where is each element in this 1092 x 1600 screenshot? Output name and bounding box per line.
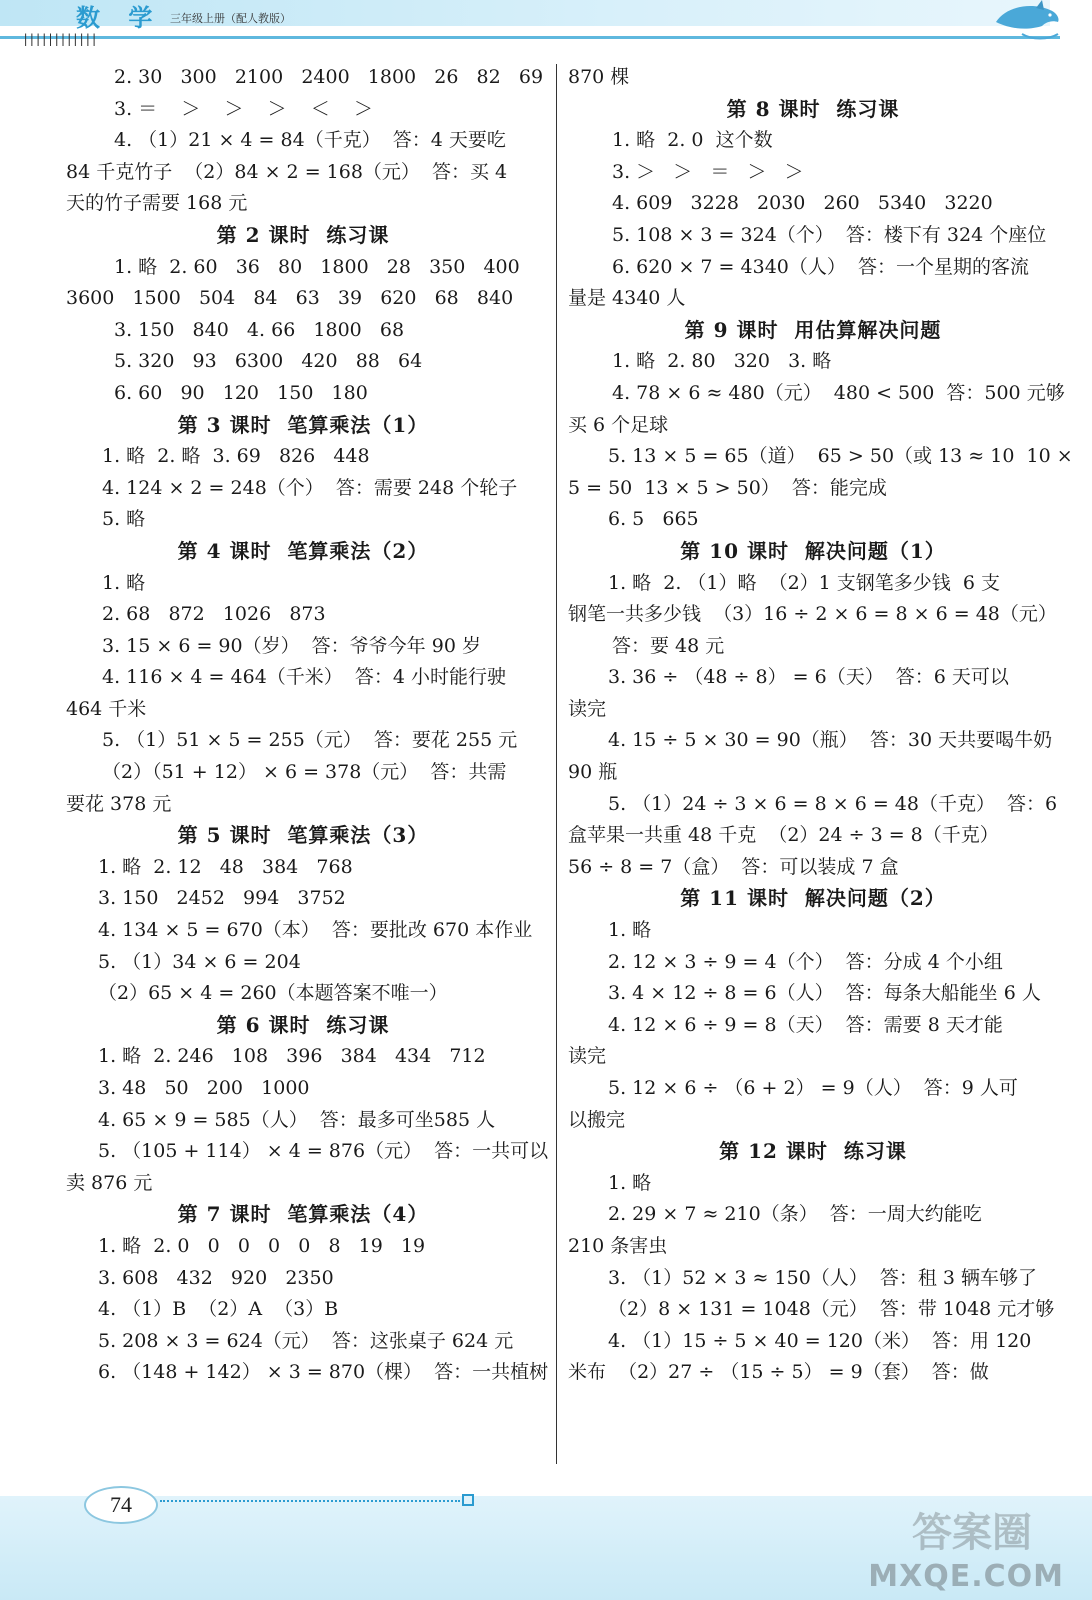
answer-line: 6. 5 665 <box>608 508 699 531</box>
answer-line: 1. 略 2. 80 320 3. 略 <box>612 350 832 373</box>
answer-line: 1. 略 <box>608 919 652 942</box>
watermark-text: MXQE.COM <box>868 1559 1064 1594</box>
answer-line: 1. 略 2. （1）略 （2）1 支钢笔多少钱 6 支 <box>608 571 1001 594</box>
barcode-decoration: |||||||||||| <box>22 32 97 46</box>
answer-line: 4. 65 × 9 = 585（人） 答：最多可坐585 人 <box>98 1108 496 1131</box>
answer-line: 买 6 个足球 <box>568 413 669 436</box>
answer-line: 读完 <box>568 697 607 720</box>
answer-line: 1. 略 2. 60 36 80 1800 28 350 400 <box>114 255 520 278</box>
answer-line: 84 千克竹子 （2）84 × 2 = 168（元） 答：买 4 <box>66 160 508 183</box>
answer-line: 读完 <box>568 1045 607 1068</box>
answer-line: 6. 620 × 7 = 4340（人） 答：一个星期的客流 <box>612 255 1029 278</box>
answer-line: 6. （148 + 142） × 3 = 870（棵） 答：一共植树 <box>98 1361 549 1384</box>
dolphin-icon <box>992 0 1062 44</box>
answer-line: 4. 78 × 6 ≈ 480（元） 480 < 500 答：500 元够 <box>612 381 1065 404</box>
answer-line: 1. 略 <box>608 1171 652 1194</box>
answer-line: 4. 15 ÷ 5 × 30 = 90（瓶） 答：30 天共要喝牛奶 <box>608 729 1053 752</box>
answer-line: 5. 13 × 5 = 65（道） 65 > 50（或 13 ≈ 10 10 × <box>608 445 1073 468</box>
answer-line: 210 条害虫 <box>568 1234 668 1257</box>
answer-line: 4. 116 × 4 = 464（千米） 答：4 小时能行驶 <box>102 666 506 689</box>
section-heading: 第 9 课时 用估算解决问题 <box>684 317 942 342</box>
answer-line: 钢笔一共多少钱 （3）16 ÷ 2 × 6 = 8 × 6 = 48（元） <box>568 603 1057 626</box>
answer-line: 1. 略 2. 0 0 0 0 0 8 19 19 <box>98 1234 426 1257</box>
answer-line: 3. 36 ÷ （48 ÷ 8） = 6（天） 答：6 天可以 <box>608 666 1009 689</box>
answer-line: 天的竹子需要 168 元 <box>66 192 248 215</box>
square-marker <box>462 1494 474 1506</box>
answer-line: 要花 378 元 <box>66 792 172 815</box>
answer-line: 3. 15 × 6 = 90（岁） 答：爷爷今年 90 岁 <box>102 634 481 657</box>
answer-line: 1. 略 2. 略 3. 69 826 448 <box>102 445 370 468</box>
answer-line: 5. 320 93 6300 420 88 64 <box>114 350 423 373</box>
answer-line: 2. 68 872 1026 873 <box>102 603 326 626</box>
answer-line: （2）（51 + 12） × 6 = 378（元） 答：共需 <box>102 761 507 784</box>
answer-line: 1. 略 <box>102 571 146 594</box>
answer-line: 3600 1500 504 84 63 39 620 68 840 <box>66 287 514 310</box>
answer-line: 90 瓶 <box>568 761 618 784</box>
answer-line: 870 棵 <box>568 66 630 88</box>
answer-line: 盒苹果一共重 48 千克 （2）24 ÷ 3 = 8（千克） <box>568 824 999 847</box>
answer-line: 以搬完 <box>568 1108 626 1131</box>
section-heading: 第 11 课时 解决问题（2） <box>680 886 946 911</box>
header-rule <box>0 36 1060 39</box>
answer-line: 3. 150 2452 994 3752 <box>98 887 346 910</box>
answer-line: 答：要 48 元 <box>612 634 725 657</box>
answer-line: 3. ＝ ＞ ＞ ＞ ＜ ＞ <box>114 97 373 120</box>
dotted-rule <box>160 1500 460 1502</box>
column-divider <box>556 64 557 1464</box>
answer-line: 4. 12 × 6 ÷ 9 = 8（天） 答：需要 8 天才能 <box>608 1013 1003 1036</box>
answer-line: 3. 608 432 920 2350 <box>98 1266 334 1289</box>
right-column <box>564 62 1073 1389</box>
answer-line: 3. （1）52 × 3 ≈ 150（人） 答：租 3 辆车够了 <box>608 1266 1038 1289</box>
left-column <box>58 62 548 1389</box>
answer-line: 3. ＞ ＞ ＝ ＞ ＞ <box>612 160 804 183</box>
answer-line: 3. 48 50 200 1000 <box>98 1077 310 1099</box>
answer-line: 卖 876 元 <box>66 1171 153 1194</box>
answer-line: 5. 略 <box>102 508 146 531</box>
section-heading: 第 5 课时 笔算乘法（3） <box>177 823 429 848</box>
answer-line: 5. 12 × 6 ÷ （6 + 2） = 9（人） 答：9 人可 <box>608 1077 1018 1099</box>
answer-line: 5 = 50 13 × 5 > 50） 答：能完成 <box>568 476 887 499</box>
answer-line: 量是 4340 人 <box>568 287 686 310</box>
section-heading: 第 2 课时 练习课 <box>216 222 390 247</box>
answer-line: 1. 略 2. 246 108 396 384 434 712 <box>98 1045 486 1068</box>
answer-line: 5. （1）51 × 5 = 255（元） 答：要花 255 元 <box>102 729 518 752</box>
section-heading: 第 6 课时 练习课 <box>216 1012 390 1037</box>
answer-line: 4. 124 × 2 = 248（个） 答：需要 248 个轮子 <box>102 476 518 499</box>
answer-line: 4. （1）15 ÷ 5 × 40 = 120（米） 答：用 120 <box>608 1329 1032 1352</box>
answer-line: （2）8 × 131 = 1048（元） 答：带 1048 元才够 <box>608 1298 1055 1321</box>
answer-line: 2. 12 × 3 ÷ 9 = 4（个） 答：分成 4 个小组 <box>608 950 1003 973</box>
answer-line: 464 千米 <box>66 697 147 720</box>
answer-line: 4. （1）21 × 4 = 84（千克） 答：4 天要吃 <box>114 129 506 152</box>
edition-label: 三年级上册（配人教版） <box>170 12 291 25</box>
watermark-logo: 答案圈 <box>912 1510 1032 1556</box>
answer-line: 5. （105 + 114） × 4 = 876（元） 答：一共可以 <box>98 1140 549 1163</box>
page-header <box>0 0 1092 50</box>
answer-line: 3. 4 × 12 ÷ 8 = 6（人） 答：每条大船能坐 6 人 <box>608 982 1041 1005</box>
answer-line: 5. 108 × 3 = 324（个） 答：楼下有 324 个座位 <box>612 223 1047 246</box>
answer-line: 2. 29 × 7 ≈ 210（条） 答：一周大约能吃 <box>608 1203 982 1226</box>
section-heading: 第 8 课时 练习课 <box>726 96 900 121</box>
section-heading: 第 4 课时 笔算乘法（2） <box>177 538 429 563</box>
answer-line: 米布 （2）27 ÷ （15 ÷ 5） = 9（套） 答：做 <box>568 1361 989 1384</box>
answer-line: 5. 208 × 3 = 624（元） 答：这张桌子 624 元 <box>98 1329 514 1352</box>
section-heading: 第 7 课时 笔算乘法（4） <box>177 1202 429 1227</box>
answer-line: 1. 略 2. 12 48 384 768 <box>98 855 353 878</box>
answer-line: 4. 134 × 5 = 670（本） 答：要批改 670 本作业 <box>98 919 533 942</box>
answer-line: 4. （1）B （2）A （3）B <box>98 1298 339 1321</box>
answer-line: 1. 略 2. 0 这个数 <box>612 129 773 152</box>
answer-line: 56 ÷ 8 = 7（盒） 答：可以装成 7 盒 <box>568 855 899 878</box>
subject-title: 数 学 <box>76 3 163 32</box>
section-heading: 第 12 课时 练习课 <box>719 1139 907 1164</box>
answer-line: 5. （1）24 ÷ 3 × 6 = 8 × 6 = 48（千克） 答：6 <box>608 792 1058 815</box>
answer-line: 6. 60 90 120 150 180 <box>114 381 368 404</box>
answer-line: 2. 30 300 2100 2400 1800 26 82 69 <box>114 66 544 88</box>
page-number: 74 <box>84 1486 158 1524</box>
answer-line: 4. 609 3228 2030 260 5340 3220 <box>612 192 993 215</box>
answer-line: 3. 150 840 4. 66 1800 68 <box>114 318 405 341</box>
section-heading: 第 3 课时 笔算乘法（1） <box>177 412 429 437</box>
answer-line: （2）65 × 4 = 260（本题答案不唯一） <box>98 982 448 1005</box>
answer-line: 5. （1）34 × 6 = 204 <box>98 950 301 973</box>
page-footer <box>0 1460 1092 1600</box>
section-heading: 第 10 课时 解决问题（1） <box>680 538 946 563</box>
